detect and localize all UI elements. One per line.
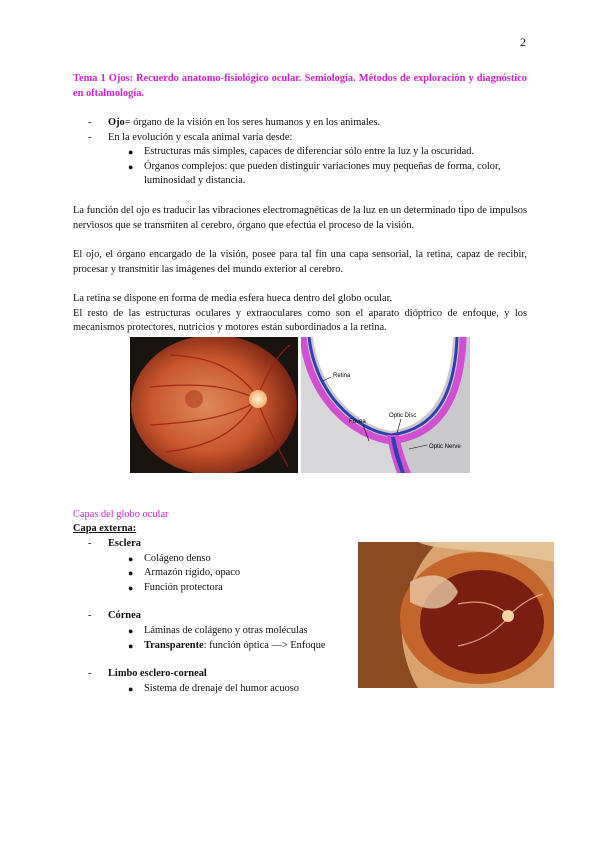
eye-cross-section-drawing — [358, 542, 554, 688]
list-item: ● Transparente: función óptica —> Enfoque — [128, 639, 326, 651]
list-item: ● Colágeno denso — [128, 552, 211, 564]
list-item: ● Armazón rígido, opaco — [128, 567, 241, 579]
label-fovea: Fovea — [349, 419, 366, 425]
retina-diagram — [301, 337, 470, 473]
paragraph-retina: El ojo, el órgano encargado de la visión, posee para tal fin una capa sensorial, la retina, capaz de recibir, procesar y transmitir las imágenes del mundo exterior al cerebro. — [73, 249, 527, 275]
list-item: ● Láminas de colágeno y otras moléculas — [128, 624, 308, 636]
label-optic-nerve: Optic Nerve — [429, 444, 461, 450]
layer-title: Capa externa: — [73, 523, 137, 534]
list-item: - Córnea — [88, 609, 358, 624]
limbo-sub-list — [128, 682, 358, 697]
page-number: 2 — [520, 35, 526, 49]
figures — [130, 337, 470, 473]
cornea-heading: Córnea — [108, 610, 141, 622]
cornea-sub-list — [128, 624, 358, 653]
esclera-sub-list — [128, 552, 358, 596]
paragraph-retina-shape-a: La retina se dispone en forma de media esfera hueca dentro del globo ocular. — [73, 293, 393, 304]
fundus-image — [130, 337, 298, 473]
sub-item-complex-line1: Órganos complejos: que pueden distinguir variaciones muy pequeñas de forma, color, — [144, 160, 501, 172]
sub-item-simple: Estructuras más simples, capaces de diferenciar sólo entre la luz y la oscuridad. — [144, 146, 475, 158]
paragraph-retina-shape — [73, 292, 527, 336]
limbo-heading: Limbo esclero-corneal — [108, 668, 207, 680]
list-item: - Limbo esclero-corneal — [88, 667, 358, 682]
layer-list — [88, 537, 358, 696]
evolution-text: En la evolución y escala animal varía desde: — [108, 131, 293, 143]
sub-list — [128, 145, 533, 189]
paragraph-retina-shape-b: El resto de las estructuras oculares y extraoculares como son el aparato dióptrico de enfoque, y los mecanismos protectores, nutricios y motores están subordinados a la retina. — [73, 307, 527, 334]
label-optic-disc: Optic Disc — [389, 413, 417, 419]
list-item: ● Órganos complejos: que pueden distinguir variaciones muy pequeñas de forma, color, luminosidad y distancia. — [128, 160, 501, 187]
esclera-heading: Esclera — [108, 538, 141, 549]
list-item: ● Función protectora — [128, 581, 223, 593]
topic-title: Tema 1 Ojos: Recuerdo anatomo-fisiológico ocular. Semiología. Métodos de exploración y diagnóstico en oftalmología. — [73, 73, 527, 99]
eye-cross-section-image — [358, 542, 554, 688]
paragraph-function: La función del ojo es traducir las vibraciones electromagnéticas de la luz en un determinado tipo de impulsos nerviosos que se transmiten al cerebro, órgano que efectúa el proceso de la visión. — [73, 205, 527, 231]
retina-diagram-image — [301, 337, 470, 473]
term-ojo-definition: = órgano de la visión en los seres humanos y en los animales. — [124, 117, 381, 128]
list-item: ● Estructuras más simples, capaces de diferenciar sólo entre la luz y la oscuridad. — [128, 145, 533, 160]
sub-item-complex-line2: luminosidad y distancia. — [144, 175, 246, 187]
list-item: - En la evolución y escala animal varía desde: — [88, 131, 533, 146]
label-retina: Retina — [333, 373, 351, 379]
list-item: - Ojo= órgano de la visión en los seres humanos y en los animales. — [88, 117, 381, 128]
list-item: ● Sistema de drenaje del humor acuoso — [128, 682, 299, 694]
term-ojo: Ojo — [108, 117, 125, 128]
definition-list — [88, 116, 533, 189]
list-item: - Esclera — [88, 537, 358, 552]
section-title: Capas del globo ocular — [73, 509, 169, 520]
fundus-photo — [130, 337, 298, 473]
